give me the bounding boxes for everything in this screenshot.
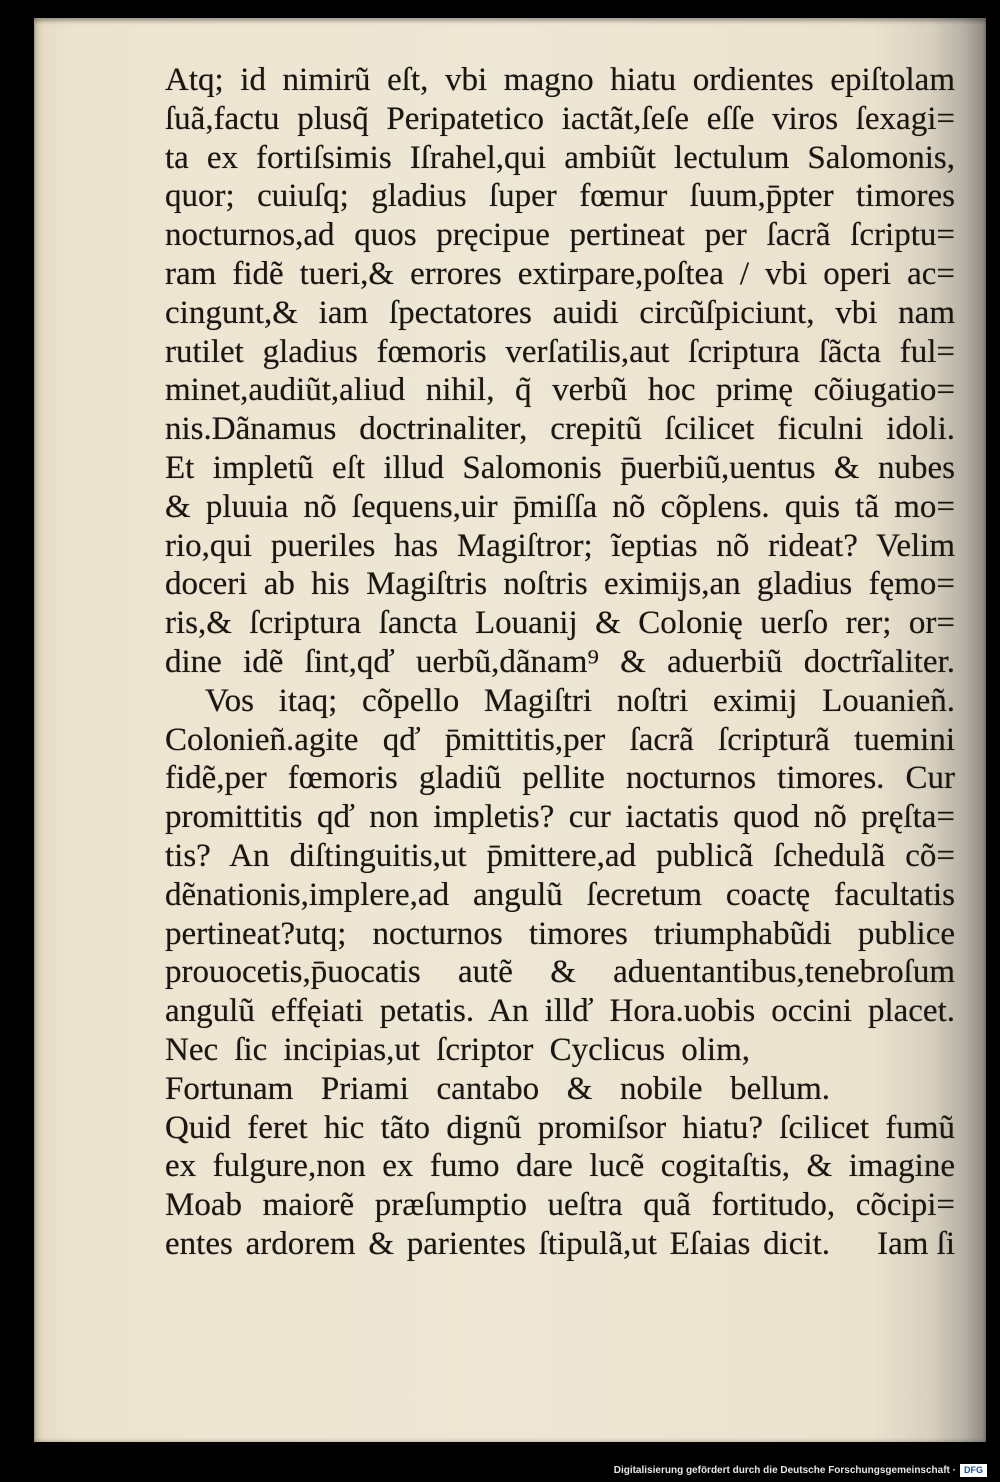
- text-line: minet,audiũt,aliud nihil, q̃ verbũ hoc primę cõiugatio=: [165, 372, 955, 409]
- paragraph-start-line: Vos itaq; cõpello Magiſtri noſtri eximij Louanieñ.: [205, 682, 955, 719]
- text-line: promittitis qď non impletis? cur iactatis quod nõ pręſta=: [165, 799, 955, 836]
- text-line: ris,& ſcriptura ſancta Louanij & Colonię uerſo rer; or=: [165, 605, 955, 642]
- text-line: ram fidẽ tueri,& errores extirpare,poſtea / vbi operi ac=: [165, 255, 955, 292]
- text-block: [165, 61, 955, 1264]
- text-line: & pluuia nõ ſequens,uir p̄miſſa nõ cõplens. quis tã mo=: [165, 488, 955, 525]
- text-line: prouocetis,p̄uocatis autẽ & aduentantibus,tenebroſum: [165, 954, 955, 991]
- text-line: rio,qui pueriles has Magiſtror; ĩeptias nõ rideat? Velim: [165, 527, 955, 564]
- last-line-tail: Iam ſi: [877, 1225, 955, 1262]
- text-line: dine idẽ ſint,qď uerbũ,dãnam⁹ & aduerbiũ doctrĩaliter.: [165, 643, 955, 680]
- text-line: dẽnationis,implere,ad angulũ ſecretum coactę facultatis: [165, 876, 955, 913]
- text-line: nis.Dãnamus doctrinaliter, crepitũ ſcilicet ficulni idoli.: [165, 411, 955, 448]
- digitization-credit: Digitalisierung gefördert durch die Deutsche Forschungsgemeinschaft ·: [613, 1465, 956, 1476]
- text-line: Atq; id nimirũ eſt, vbi magno hiatu ordientes epiſtolam: [165, 62, 955, 98]
- last-text-line: [165, 1225, 955, 1264]
- text-line: doceri ab his Magiſtris noſtris eximijs,an gladius fęmo=: [165, 566, 955, 603]
- text-line: Quid feret hic tãto dignũ promiſsor hiatu? ſcilicet fumũ: [165, 1109, 955, 1146]
- text-line: Colonieñ.agite qď p̄mittitis,per ſacrã ſcripturã tuemini: [165, 721, 955, 758]
- text-line: angulũ effęiati petatis. An illď Hora.uobis occini placet.: [165, 993, 955, 1030]
- text-line: fidẽ,per fœmoris gladiũ pellite nocturnos timores. Cur: [165, 760, 955, 797]
- text-line: Et impletũ eſt illud Salomonis p̄uerbiũ,uentus & nubes: [165, 449, 955, 486]
- last-line-text: entes ardorem & parientes ſtipulã,ut Eſaias dicit.: [165, 1225, 830, 1262]
- text-line: cingunt,& iam ſpectatores auidi circũſpiciunt, vbi nam: [165, 294, 955, 331]
- text-line: pertineat?utq; nocturnos timores triumphabũdi publice: [165, 915, 955, 952]
- text-line: ta ex fortiſsimis Iſrahel,qui ambiũt lectulum Salomonis,: [165, 139, 955, 176]
- text-line: tis? An diſtinguitis,ut p̄mittere,ad publicã ſchedulã cõ=: [165, 837, 955, 874]
- book-page: [34, 18, 986, 1442]
- text-line: ſuã,factu plusq̃ Peripatetico iactãt,ſeſe eſſe viros ſexagi=: [165, 100, 955, 137]
- text-line: quor; cuiuſq; gladius ſuper fœmur ſuum,p̄pter timores: [165, 178, 955, 215]
- verse-line: Nec ſic incipias,ut ſcriptor Cyclicus olim,: [165, 1031, 750, 1068]
- verse-line: Fortunam Priami cantabo & nobile bellum.: [165, 1070, 830, 1107]
- text-line: Moab maiorẽ præſumptio ueſtra quã fortitudo, cõcipi=: [165, 1187, 955, 1224]
- dfg-logo: DFG: [960, 1464, 987, 1477]
- text-line: ex fulgure,non ex fumo dare lucẽ cogitaſtis, & imagine: [165, 1148, 955, 1185]
- text-line: nocturnos,ad quos pręcipue pertineat per ſacrã ſcriptu=: [165, 217, 955, 254]
- text-line: rutilet gladius fœmoris verſatilis,aut ſcriptura ſãcta ful=: [165, 333, 955, 370]
